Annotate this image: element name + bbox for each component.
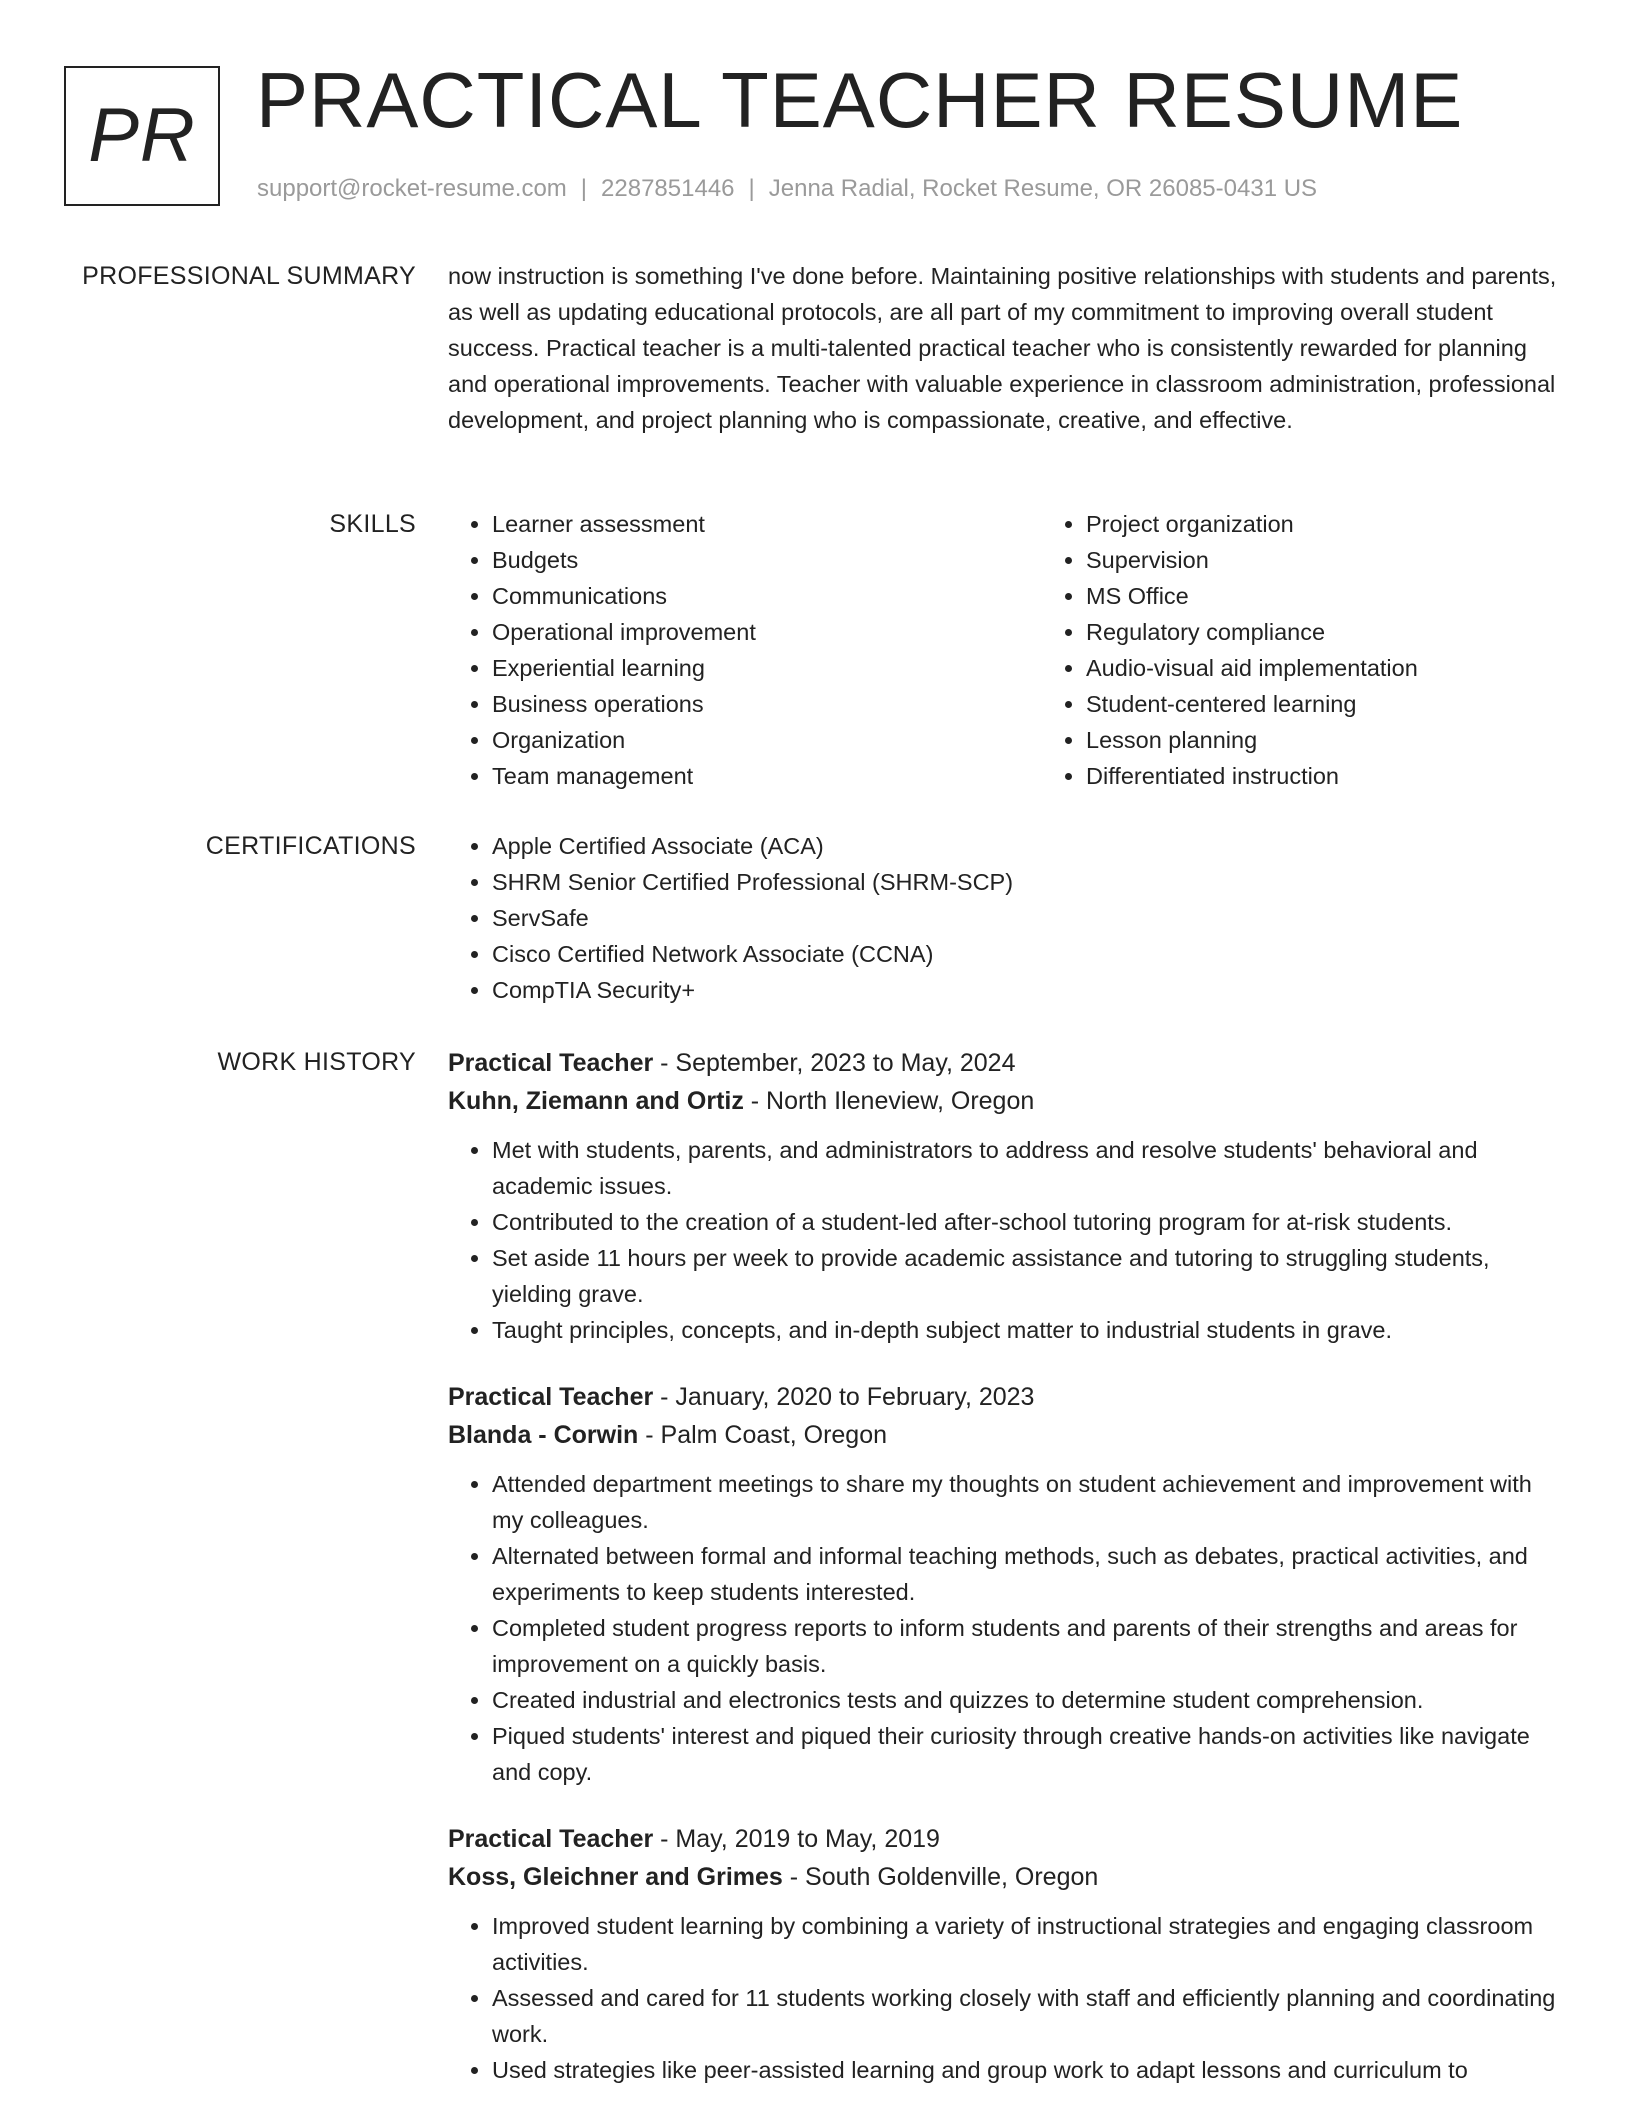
job-company: Kuhn, Ziemann and Ortiz — [448, 1087, 744, 1115]
skill-item: • Supervision — [1086, 542, 1632, 578]
skill-item: • Business operations — [492, 686, 1042, 722]
job-duty: • Attended department meetings to share my thoughts on student achievement and improvement with my colleagues. — [492, 1466, 1560, 1538]
section-label-skills: SKILLS — [329, 510, 416, 538]
job-company: Blanda - Corwin — [448, 1421, 639, 1449]
contact-separator: | — [580, 175, 588, 202]
contact-phone: 2287851446 — [601, 175, 735, 202]
resume-title: PRACTICAL TEACHER RESUME — [256, 56, 1464, 144]
certification-item: • Cisco Certified Network Associate (CCNA) — [492, 936, 1560, 972]
job-location: - South Goldenville, Oregon — [782, 1863, 1099, 1891]
job-duty: • Improved student learning by combining a variety of instructional strategies and engaging classroom activities. — [492, 1908, 1560, 1980]
certifications-list — [448, 828, 1560, 1008]
job-title: Practical Teacher — [448, 1049, 654, 1077]
contact-address: Jenna Radial, Rocket Resume, OR 26085-0431 US — [768, 175, 1318, 202]
job-duty: • Alternated between formal and informal teaching methods, such as debates, practical activities, and experiments to keep students interested. — [492, 1538, 1560, 1610]
certification-item: • ServSafe — [492, 900, 1560, 936]
job-title-line — [448, 1820, 1560, 1858]
job-dates: - May, 2019 to May, 2019 — [653, 1825, 940, 1853]
skills-body — [448, 506, 1560, 794]
skill-item: • Team management — [492, 758, 1042, 794]
certifications-body — [448, 828, 1560, 1008]
job-title-line — [448, 1378, 1560, 1416]
contact-separator: | — [748, 175, 755, 202]
job-duty: • Used strategies like peer-assisted learning and group work to adapt lessons and curriculum to — [492, 2052, 1560, 2088]
job-duties-list — [448, 1908, 1560, 2088]
job-entry — [448, 1378, 1560, 1790]
skill-item: • Communications — [492, 578, 1042, 614]
contact-info — [257, 175, 1317, 203]
summary-body — [448, 258, 1560, 438]
section-label-summary: PROFESSIONAL SUMMARY — [82, 262, 416, 290]
certification-item: • CompTIA Security+ — [492, 972, 1560, 1008]
skill-item: • MS Office — [1086, 578, 1632, 614]
skill-item: • Operational improvement — [492, 614, 1042, 650]
certification-item: • Apple Certified Associate (ACA) — [492, 828, 1560, 864]
job-dates: - September, 2023 to May, 2024 — [653, 1049, 1016, 1077]
job-duty: • Assessed and cared for 11 students working closely with staff and efficiently planning and coordinating work. — [492, 1980, 1560, 2052]
monogram-initials: PR — [88, 93, 196, 178]
job-title: Practical Teacher — [448, 1383, 654, 1411]
skill-item: • Differentiated instruction — [1086, 758, 1632, 794]
job-duty: • Created industrial and electronics tests and quizzes to determine student comprehension. — [492, 1682, 1560, 1718]
job-location: - Palm Coast, Oregon — [638, 1421, 888, 1449]
job-duty: • Contributed to the creation of a student-led after-school tutoring program for at-risk students. — [492, 1204, 1560, 1240]
work-history-body — [448, 1044, 1560, 2118]
job-title-line — [448, 1044, 1560, 1082]
job-duties-list — [448, 1132, 1560, 1348]
skill-item: • Lesson planning — [1086, 722, 1632, 758]
job-company-line — [448, 1858, 1560, 1896]
skills-list-left — [448, 506, 1042, 794]
section-label-certifications: CERTIFICATIONS — [205, 832, 416, 860]
certification-item: • SHRM Senior Certified Professional (SHRM-SCP) — [492, 864, 1560, 900]
job-location: - North Ileneview, Oregon — [743, 1087, 1035, 1115]
skills-list-right — [1042, 506, 1632, 794]
job-entry — [448, 1820, 1560, 2088]
section-label-work-history: WORK HISTORY — [217, 1048, 416, 1076]
job-duty: • Set aside 11 hours per week to provide academic assistance and tutoring to struggling students, yielding grave. — [492, 1240, 1560, 1312]
contact-email: support@rocket-resume.com — [257, 175, 567, 202]
skill-item: • Project organization — [1086, 506, 1632, 542]
job-company-line — [448, 1082, 1560, 1120]
skill-item: • Student-centered learning — [1086, 686, 1632, 722]
job-duty: • Met with students, parents, and administrators to address and resolve students' behavioral and academic issues. — [492, 1132, 1560, 1204]
job-company-line — [448, 1416, 1560, 1454]
job-company: Koss, Gleichner and Grimes — [448, 1863, 783, 1891]
monogram-badge — [64, 66, 220, 206]
skill-item: • Regulatory compliance — [1086, 614, 1632, 650]
job-duty: • Taught principles, concepts, and in-depth subject matter to industrial students in grave. — [492, 1312, 1560, 1348]
skill-item: • Experiential learning — [492, 650, 1042, 686]
skill-item: • Learner assessment — [492, 506, 1042, 542]
skill-item: • Budgets — [492, 542, 1042, 578]
skill-item: • Organization — [492, 722, 1042, 758]
job-duties-list — [448, 1466, 1560, 1790]
summary-text: now instruction is something I've done before. Maintaining positive relationships with students and parents, as well as updating educational protocols, are all part of my commitment to improving overall student success. Practical teacher is a multi-talented practical teacher who is consistently rewarded for planning and operational improvements. Teacher with valuable experience in classroom administration, professional development, and project planning who is compassionate, creative, and effective. — [448, 263, 1557, 433]
job-duty: • Completed student progress reports to inform students and parents of their strengths and areas for improvement on a quickly basis. — [492, 1610, 1560, 1682]
job-duty: • Piqued students' interest and piqued their curiosity through creative hands-on activities like navigate and copy. — [492, 1718, 1560, 1790]
skill-item: • Audio-visual aid implementation — [1086, 650, 1632, 686]
job-dates: - January, 2020 to February, 2023 — [653, 1383, 1035, 1411]
job-entry — [448, 1044, 1560, 1348]
job-title: Practical Teacher — [448, 1825, 654, 1853]
